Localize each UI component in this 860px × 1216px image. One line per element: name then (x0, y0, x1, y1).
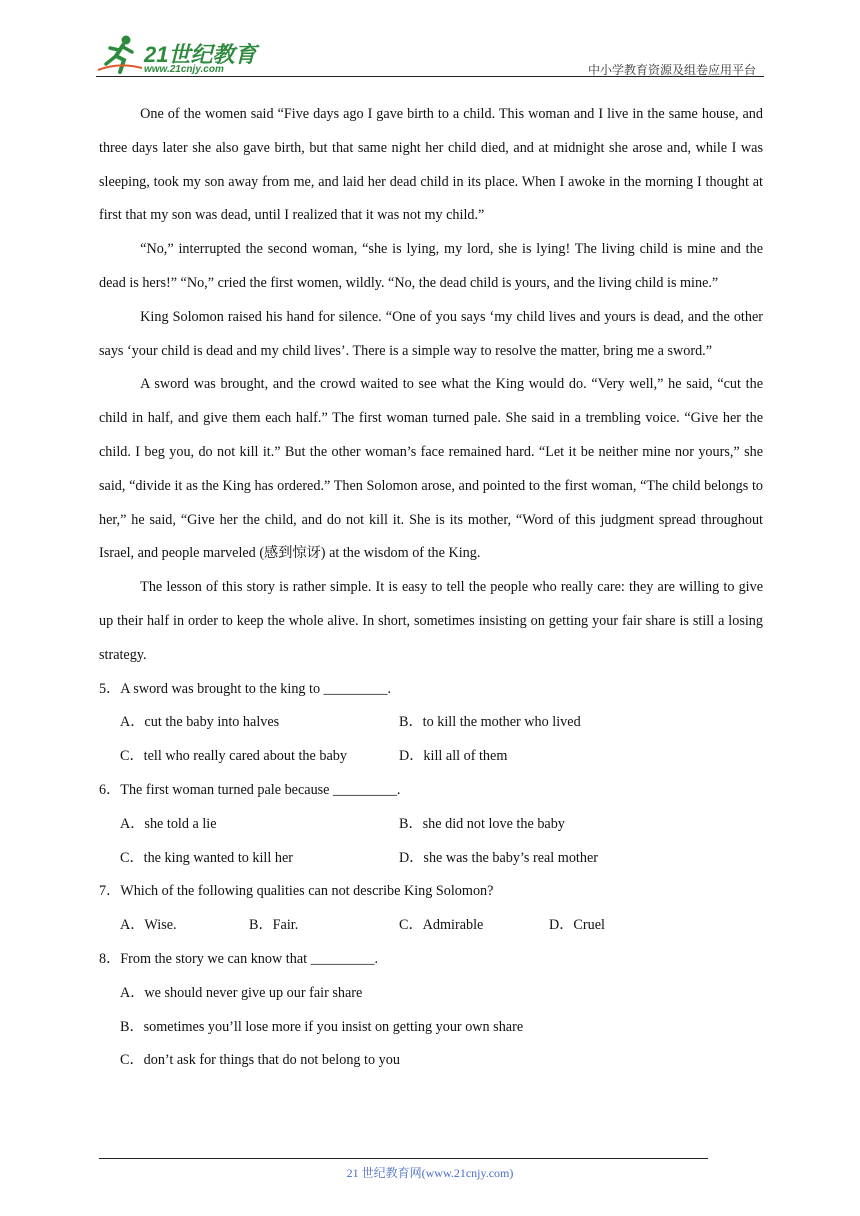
option-d[interactable]: D．she was the baby’s real mother (399, 849, 598, 866)
question-number: 7． (99, 883, 121, 900)
option-a[interactable]: A．Wise. (120, 917, 177, 934)
footer-divider (99, 1158, 708, 1159)
options-row (99, 842, 763, 876)
options-row (99, 740, 763, 774)
options-row (99, 1044, 763, 1078)
passage-paragraph: A sword was brought, and the crowd waited to see what the King would do. “Very well,” he said, “cut the child in half, and give them each half.” The first woman turned pale. She said in a trembling voice. “Give her the child. I beg you, do not kill it.” But the other woman’s face remained hard. “Let it be neither mine nor yours,” she said, “divide it as the King has ordered.” Then Solomon arose, and pointed to the first woman, “The child belongs to her,” he said, “Give her the child, and do not kill it. She is its mother, “Word of this judgment spread throughout Israel, and people marveled (感到惊讶) at the wisdom of the King. (99, 376, 763, 562)
option-b[interactable]: B．Fair. (249, 917, 299, 934)
question-7 (99, 875, 763, 909)
header-divider (96, 76, 764, 77)
passage-paragraph: One of the women said “Five days ago I gave birth to a child. This woman and I live in the same house, and three days later she also gave birth, but that same night her child died, and at midnight she arose and, while I was sleeping, took my son away from me, and laid her dead child in its place. When I awoke in the morning I thought at first that my son was dead, until I realized that it was not my child.” (99, 106, 763, 224)
option-b[interactable]: B．sometimes you’ll lose more if you insist on getting your own share (120, 1018, 524, 1035)
question-stem: A sword was brought to the king to _________. (120, 680, 392, 697)
passage-paragraph: The lesson of this story is rather simple. It is easy to tell the people who really care: they are willing to give up their half in order to keep the whole alive. In short, sometimes insisting on getting your fair share is still a losing strategy. (99, 579, 763, 663)
options-row (99, 1011, 763, 1045)
option-c[interactable]: C．don’t ask for things that do not belong to you (120, 1052, 400, 1069)
page-header (96, 30, 760, 78)
passage-paragraph: “No,” interrupted the second woman, “she is lying, my lord, she is lying! The living child is mine and the dead is hers!” “No,” cried the first women, wildly. “No, the dead child is yours, and the living child is mine.” (99, 241, 763, 291)
question-8 (99, 943, 763, 977)
logo-text: 21世纪教育 (144, 42, 257, 67)
document-body (99, 98, 763, 1078)
option-a[interactable]: A．cut the baby into halves (120, 714, 280, 731)
option-b[interactable]: B．she did not love the baby (399, 815, 565, 832)
question-number: 8． (99, 950, 121, 967)
option-a[interactable]: A．we should never give up our fair share (120, 984, 363, 1001)
option-c[interactable]: C．tell who really cared about the baby (120, 748, 347, 765)
option-a[interactable]: A．she told a lie (120, 815, 217, 832)
question-stem: The first woman turned pale because _________. (120, 781, 401, 798)
options-row (99, 977, 763, 1011)
option-c[interactable]: C．Admirable (399, 917, 484, 934)
option-c[interactable]: C．the king wanted to kill her (120, 849, 293, 866)
question-6 (99, 774, 763, 808)
question-number: 5． (99, 680, 121, 697)
option-d[interactable]: D．kill all of them (399, 748, 508, 765)
option-d[interactable]: D．Cruel (549, 917, 605, 934)
option-b[interactable]: B．to kill the mother who lived (399, 714, 581, 731)
options-row (99, 706, 763, 740)
logo-url: www.21cnjy.com (144, 64, 224, 75)
question-stem: Which of the following qualities can not describe King Solomon? (120, 883, 494, 900)
question-stem: From the story we can know that _________. (120, 950, 378, 967)
platform-name: 中小学教育资源及组卷应用平台 (587, 63, 756, 77)
passage-paragraph: King Solomon raised his hand for silence. “One of you says ‘my child lives and yours is dead, and the other says ‘your child is dead and my child lives’. There is a simple way to resolve the matter, bring me a sword.” (99, 308, 763, 359)
page-footer: 21 世纪教育网(www.21cnjy.com) (346, 1166, 514, 1180)
options-row (99, 909, 763, 943)
question-5 (99, 673, 763, 707)
site-logo (96, 34, 266, 78)
question-number: 6． (99, 781, 121, 798)
runner-icon (96, 34, 144, 76)
options-row (99, 808, 763, 842)
